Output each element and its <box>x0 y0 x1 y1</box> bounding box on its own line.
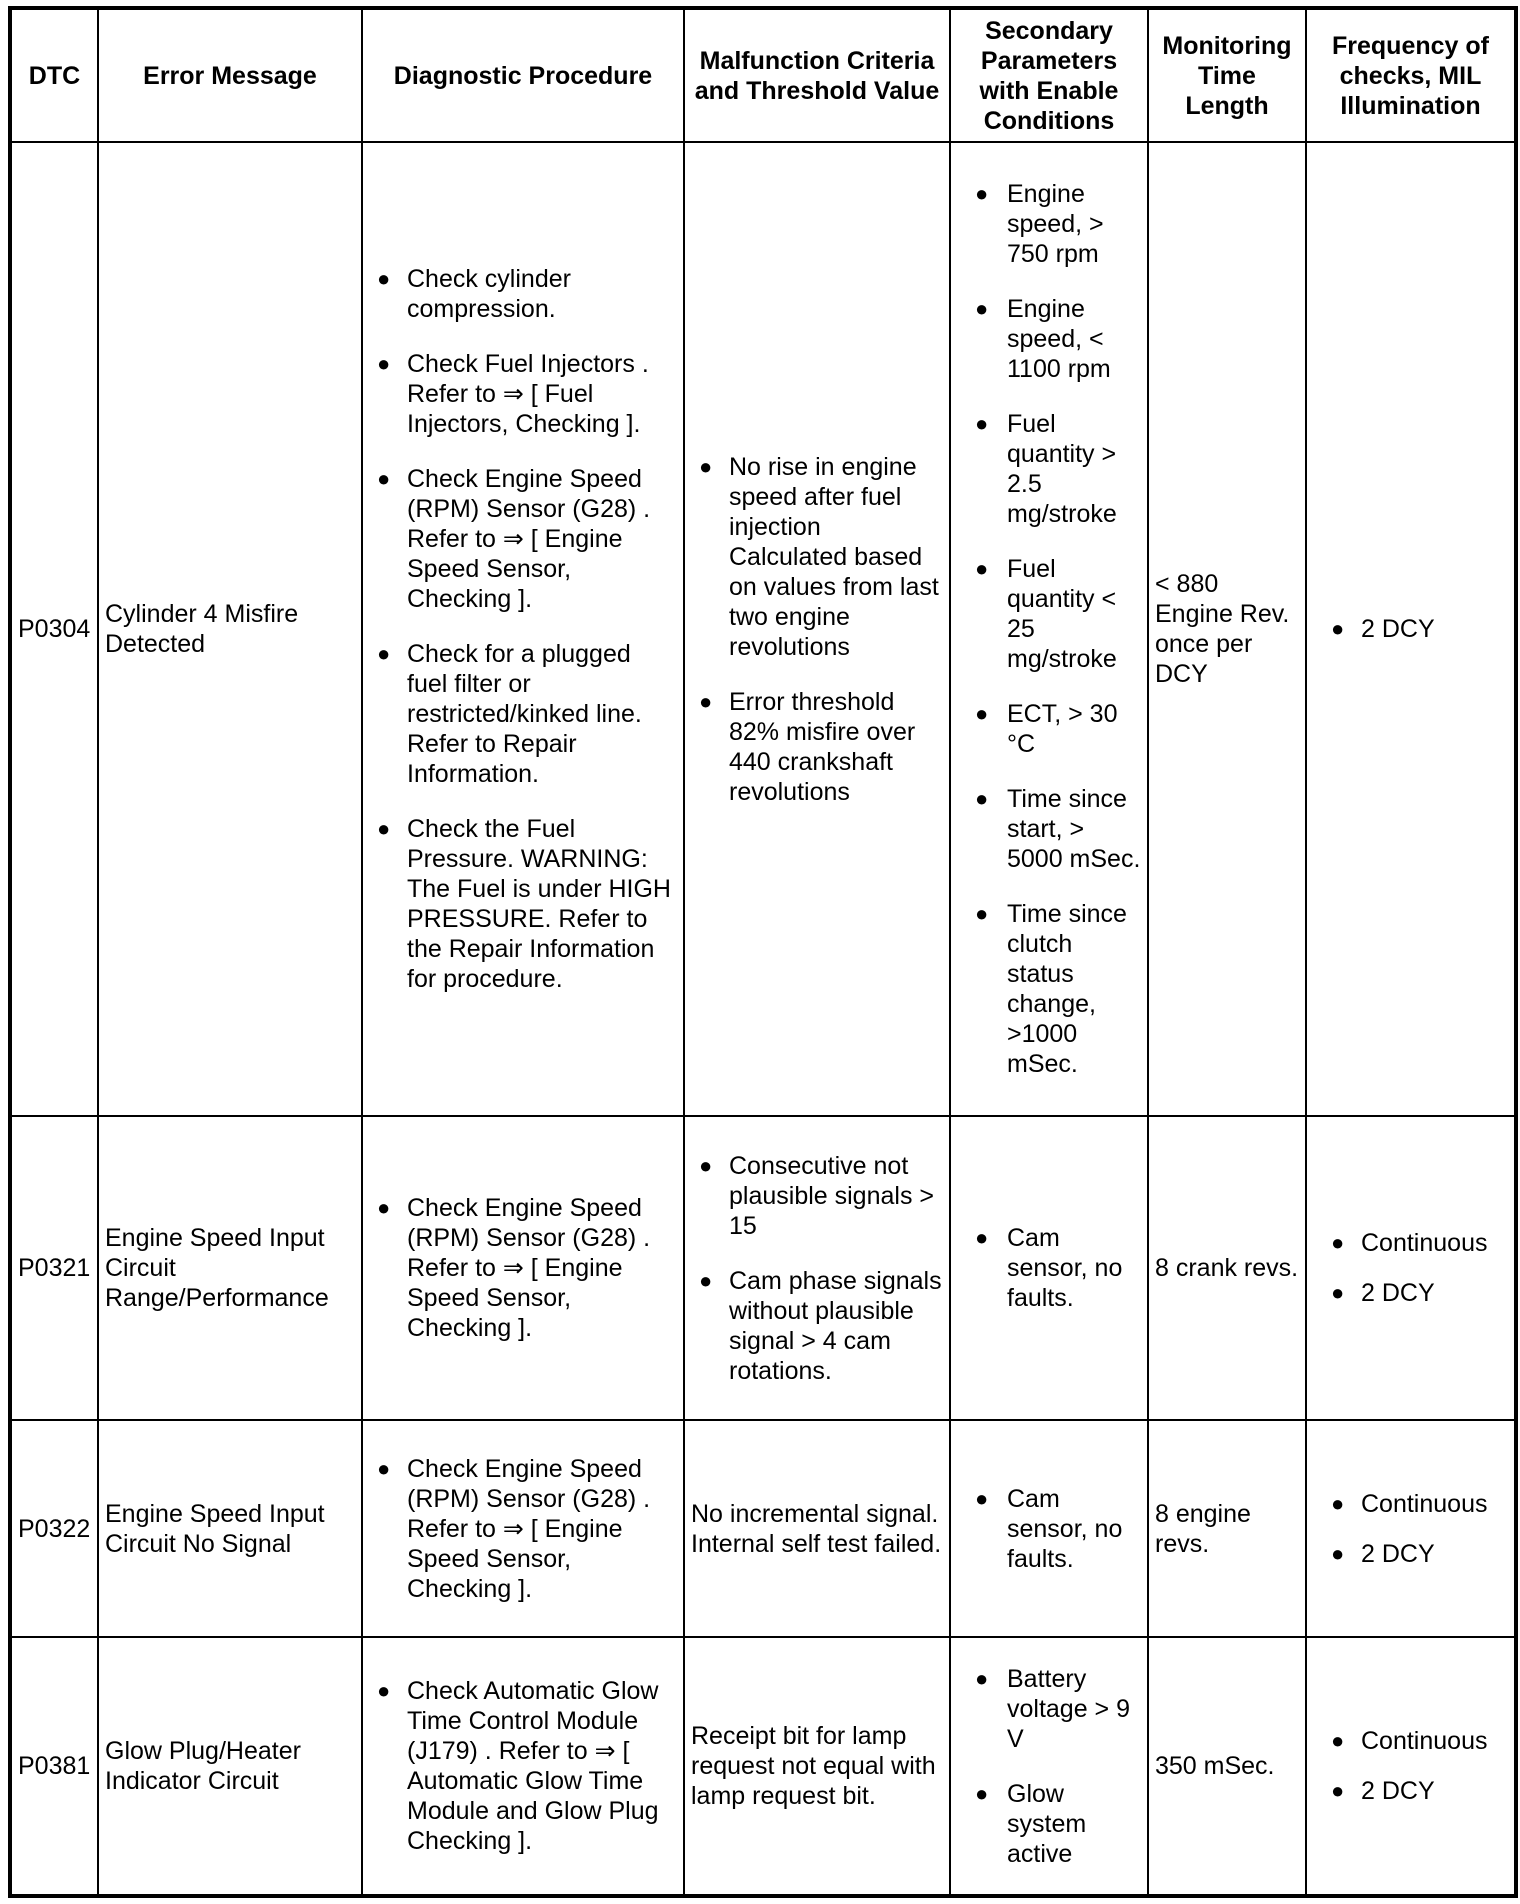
secondary-parameters <box>950 1116 1148 1420</box>
header-error-message: Error Message <box>98 8 362 142</box>
error-message: Cylinder 4 Misfire Detected <box>98 142 362 1116</box>
monitoring-time: 350 mSec. <box>1148 1637 1306 1896</box>
list-item: ● Continuous <box>1313 1489 1508 1519</box>
dtc-code: P0321 <box>10 1116 98 1420</box>
error-message: Glow Plug/Heater Indicator Circuit <box>98 1637 362 1896</box>
diagnostic-procedure <box>362 1116 684 1420</box>
list-item: ● Check Engine Speed (RPM) Sensor (G28) . Refer to ⇒ [ Engine Speed Sensor, Checking ]. <box>369 1193 677 1343</box>
list-item: ● 2 DCY <box>1313 614 1508 644</box>
list-item: ● Consecutive not plausible signals > 15 <box>691 1151 943 1241</box>
list-item: ● ECT, > 30 °C <box>957 699 1141 759</box>
monitoring-time: 8 crank revs. <box>1148 1116 1306 1420</box>
dtc-table <box>8 6 1518 1898</box>
frequency <box>1306 142 1516 1116</box>
list-item: ● Check Fuel Injectors . Refer to ⇒ [ Fuel Injectors, Checking ]. <box>369 349 677 439</box>
frequency <box>1306 1116 1516 1420</box>
header-monitoring-time: Monitoring Time Length <box>1148 8 1306 142</box>
table-row <box>10 1637 1516 1896</box>
list-item: ● Check Engine Speed (RPM) Sensor (G28) . Refer to ⇒ [ Engine Speed Sensor, Checking ]. <box>369 464 677 614</box>
error-message: Engine Speed Input Circuit No Signal <box>98 1420 362 1637</box>
list-item: ● Check the Fuel Pressure. WARNING: The Fuel is under HIGH PRESSURE. Refer to the Repair Information for procedure. <box>369 814 677 994</box>
list-item: ● Engine speed, < 1100 rpm <box>957 294 1141 384</box>
list-item: ● Error threshold 82% misfire over 440 crankshaft revolutions <box>691 687 943 807</box>
header-frequency: Frequency of checks, MIL Illumination <box>1306 8 1516 142</box>
header-malfunction-criteria: Malfunction Criteria and Threshold Value <box>684 8 950 142</box>
frequency <box>1306 1420 1516 1637</box>
list-item: ● Check Engine Speed (RPM) Sensor (G28) . Refer to ⇒ [ Engine Speed Sensor, Checking ]. <box>369 1454 677 1604</box>
list-item: ● Time since clutch status change, >1000 mSec. <box>957 899 1141 1079</box>
list-item: ● 2 DCY <box>1313 1539 1508 1569</box>
list-item: ● Cam sensor, no faults. <box>957 1223 1141 1313</box>
list-item: ● No rise in engine speed after fuel injection Calculated based on values from last two engine revolutions <box>691 452 943 662</box>
malfunction-criteria <box>684 1116 950 1420</box>
diagnostic-procedure <box>362 1420 684 1637</box>
secondary-parameters <box>950 1420 1148 1637</box>
secondary-parameters <box>950 142 1148 1116</box>
diagnostic-procedure <box>362 142 684 1116</box>
malfunction-criteria: Receipt bit for lamp request not equal with lamp request bit. <box>684 1637 950 1896</box>
list-item: ● Continuous <box>1313 1228 1508 1258</box>
header-row <box>10 8 1516 142</box>
header-dtc: DTC <box>10 8 98 142</box>
list-item: ● 2 DCY <box>1313 1278 1508 1308</box>
dtc-code: P0304 <box>10 142 98 1116</box>
header-diagnostic-procedure: Diagnostic Procedure <box>362 8 684 142</box>
list-item: ● 2 DCY <box>1313 1776 1508 1806</box>
list-item: ● Fuel quantity < 25 mg/stroke <box>957 554 1141 674</box>
list-item: ● Check cylinder compression. <box>369 264 677 324</box>
list-item: ● Check Automatic Glow Time Control Module (J179) . Refer to ⇒ [ Automatic Glow Time Module and Glow Plug Checking ]. <box>369 1676 677 1856</box>
list-item: ● Fuel quantity > 2.5 mg/stroke <box>957 409 1141 529</box>
dtc-code: P0322 <box>10 1420 98 1637</box>
list-item: ● Continuous <box>1313 1726 1508 1756</box>
list-item: ● Cam phase signals without plausible signal > 4 cam rotations. <box>691 1266 943 1386</box>
header-secondary-parameters: Secondary Parameters with Enable Conditions <box>950 8 1148 142</box>
monitoring-time: 8 engine revs. <box>1148 1420 1306 1637</box>
monitoring-time: < 880 Engine Rev. once per DCY <box>1148 142 1306 1116</box>
malfunction-criteria <box>684 142 950 1116</box>
diagnostic-procedure <box>362 1637 684 1896</box>
table-row <box>10 1420 1516 1637</box>
error-message: Engine Speed Input Circuit Range/Performance <box>98 1116 362 1420</box>
frequency <box>1306 1637 1516 1896</box>
malfunction-criteria: No incremental signal. Internal self test failed. <box>684 1420 950 1637</box>
list-item: ● Check for a plugged fuel filter or restricted/kinked line. Refer to Repair Information. <box>369 639 677 789</box>
table-row <box>10 1116 1516 1420</box>
secondary-parameters <box>950 1637 1148 1896</box>
table-row <box>10 142 1516 1116</box>
list-item: ● Battery voltage > 9 V <box>957 1664 1141 1754</box>
dtc-code: P0381 <box>10 1637 98 1896</box>
list-item: ● Engine speed, > 750 rpm <box>957 179 1141 269</box>
list-item: ● Cam sensor, no faults. <box>957 1484 1141 1574</box>
list-item: ● Time since start, > 5000 mSec. <box>957 784 1141 874</box>
list-item: ● Glow system active <box>957 1779 1141 1869</box>
